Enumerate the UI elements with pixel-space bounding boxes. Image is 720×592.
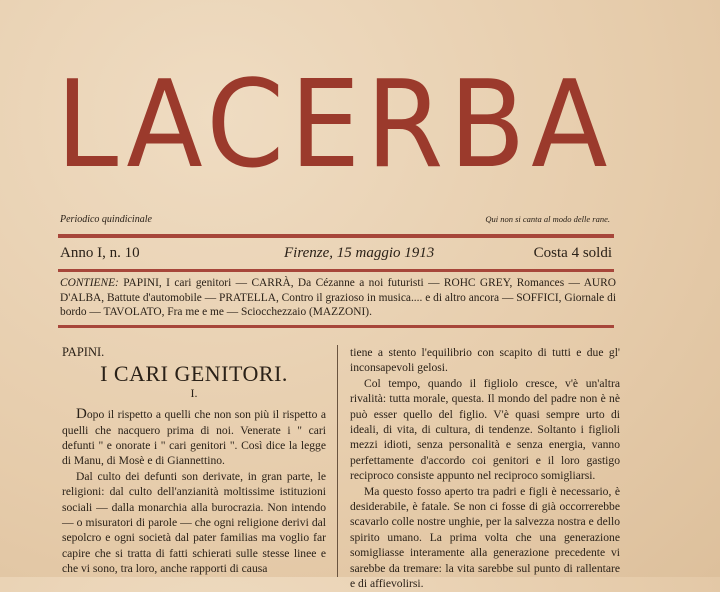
article-column-2 [350,345,620,592]
paragraph: Ma questo fosso aperto tra padri e figli è necessario, è desiderabile, è fatale. Se non ci fosse di già occorrerebbe scavarlo colle nostre unghie, per la salvezza nostra e dello spirito umano. La prima volta che una generazione somigliasse interamente alla generazione precedente vi sarebbe da tremare: la vita sarebbe sul punto di rallentare e di affievolirsi. [350,484,620,591]
motto: Qui non si canta al modo delle rane. [485,214,610,224]
drop-cap: D [76,406,87,423]
contents-text: PAPINI, I cari genitori — CARRÀ, Da Cézanne a noi futuristi — ROHC GREY, Romances — AURO D'ALBA, Battute d'automobile — PRATELLA, Contro il grazioso in musica.... e di altro ancora — SOFFICI, Giornale di bordo — TAVOLATO, Fra me e me — Sciocchezzaio (MAZZONI). [60,277,616,318]
issue-date: Firenze, 15 maggio 1913 [284,245,435,261]
paragraph: tiene a stento l'equilibrio con scapito di tutti e due gl' inconsapevoli gelosi. [350,346,620,375]
masthead-title: LACERBA [56,56,614,195]
paragraph: Col tempo, quando il figliolo cresce, v'è un'altra rivalità: tutta morale, questa. Il mondo del padre non è nè può esser quello del figlio. V'è quasi sempre urto di ideali, di vita, di cultura, di tendenze. Soltanto i figlioli mezzi idioti, senza personalità e senza energia, vanno perfettamente d'accordo coi genitori e il loro gastigo reciproco consiste appunto nel reciproco somigliarsi. [350,376,620,483]
table-of-contents [60,276,616,320]
issue-price: Costa 4 soldi [533,245,612,261]
top-rule [58,234,614,238]
issue-number: Anno I, n. 10 [60,245,140,261]
column-divider [337,345,338,577]
section-number: I. [190,385,198,400]
paragraph-text: opo il rispetto a quelli che non son più il rispetto a quelli che nacquero prima di noi. Venerate i " cari defunti " e onorate i " cari genitori ". Così dice la legge di Manu, di Mosè e di Giannettino. [62,408,326,468]
paragraph [62,407,326,469]
paragraph: Dal culto dei defunti son derivate, in gran parte, le religioni: dal culto dell'anzianità moltissime istituzioni sociali — dalla monarchia alla burocrazia. Non intendo — o misuratori di parole — che ogni religione derivi dal sepolcro e ogni società dal pater familias ma voglio far capire che si tratta di fatti schierati sulle stesse linee e che vi sono, tra loro, anche rapporti di causa [62,469,326,576]
article-column-1 [62,345,326,577]
article-author: PAPINI. [62,345,105,359]
middle-rule [58,269,614,272]
periodicity-label: Periodico quindicinale [60,214,152,225]
article-title: I CARI GENITORI. [100,361,288,387]
contents-label: CONTIENE: [60,277,119,289]
bottom-rule [58,325,614,328]
